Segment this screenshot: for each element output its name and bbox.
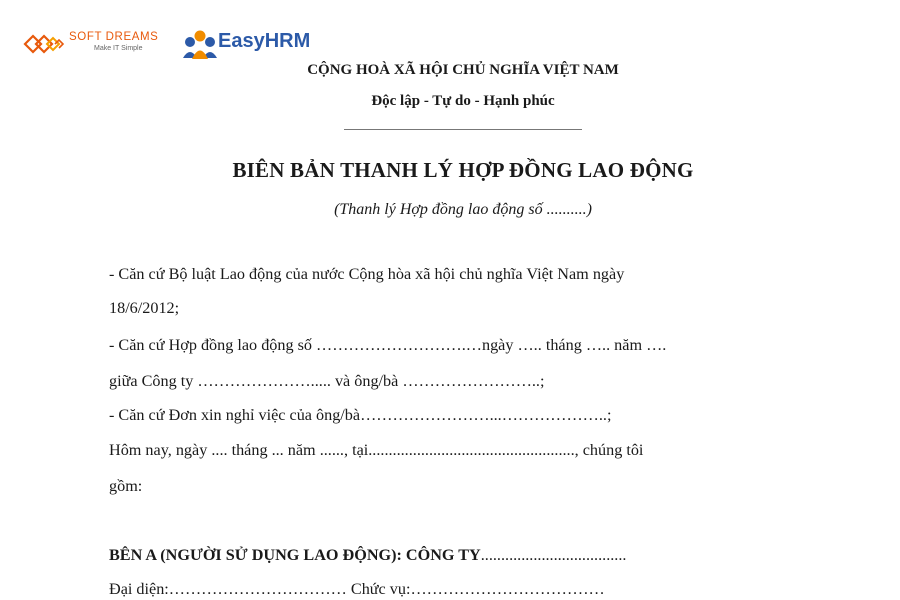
document-title: BIÊN BẢN THANH LÝ HỢP ĐỒNG LAO ĐỘNG [232, 158, 694, 182]
basis-labor-code-line: - Căn cứ Bộ luật Lao động của nước Cộng hòa xã hội chủ nghĩa Việt Nam ngày [109, 265, 625, 283]
soft-dreams-slogan: Make IT Simple [94, 45, 143, 52]
party-a-heading [109, 546, 626, 565]
attendees-intro-line: gồm: [109, 477, 143, 495]
basis-resignation-line: - Căn cứ Đơn xin nghỉ việc của ông/bà……………………...………………..; [109, 406, 612, 424]
meeting-date-place-line: Hôm nay, ngày .... tháng ... năm ......, tại..................................................., chúng tôi [109, 441, 644, 459]
national-motto: Độc lập - Tự do - Hạnh phúc [371, 93, 555, 109]
contract-parties-line: giữa Công ty …………………..... và ông/bà ……………………..; [109, 372, 545, 390]
national-title: CỘNG HOÀ XÃ HỘI CHỦ NGHĨA VIỆT NAM [307, 62, 619, 78]
soft-dreams-logo-icon [22, 29, 66, 59]
basis-labor-code-date-line: 18/6/2012; [109, 299, 180, 317]
soft-dreams-name: SOFT DREAMS [69, 31, 159, 43]
easyhrm-logo-icon [182, 28, 218, 60]
basis-contract-line: - Căn cứ Hợp đồng lao động số ……………………….…ngày ….. tháng ….. năm …. [109, 336, 667, 354]
party-a-representative-line: Đại diện:…………………………… Chức vụ:……………………………… [109, 580, 605, 598]
party-a-heading-label: BÊN A (NGƯỜI SỬ DỤNG LAO ĐỘNG): CÔNG TY [109, 546, 481, 564]
document-subtitle: (Thanh lý Hợp đồng lao động số ..........) [334, 201, 592, 218]
party-a-company-blank: .................................... [480, 546, 627, 564]
motto-divider [344, 129, 582, 130]
logo-bar [22, 26, 322, 62]
easyhrm-name: EasyHRM [218, 30, 311, 52]
